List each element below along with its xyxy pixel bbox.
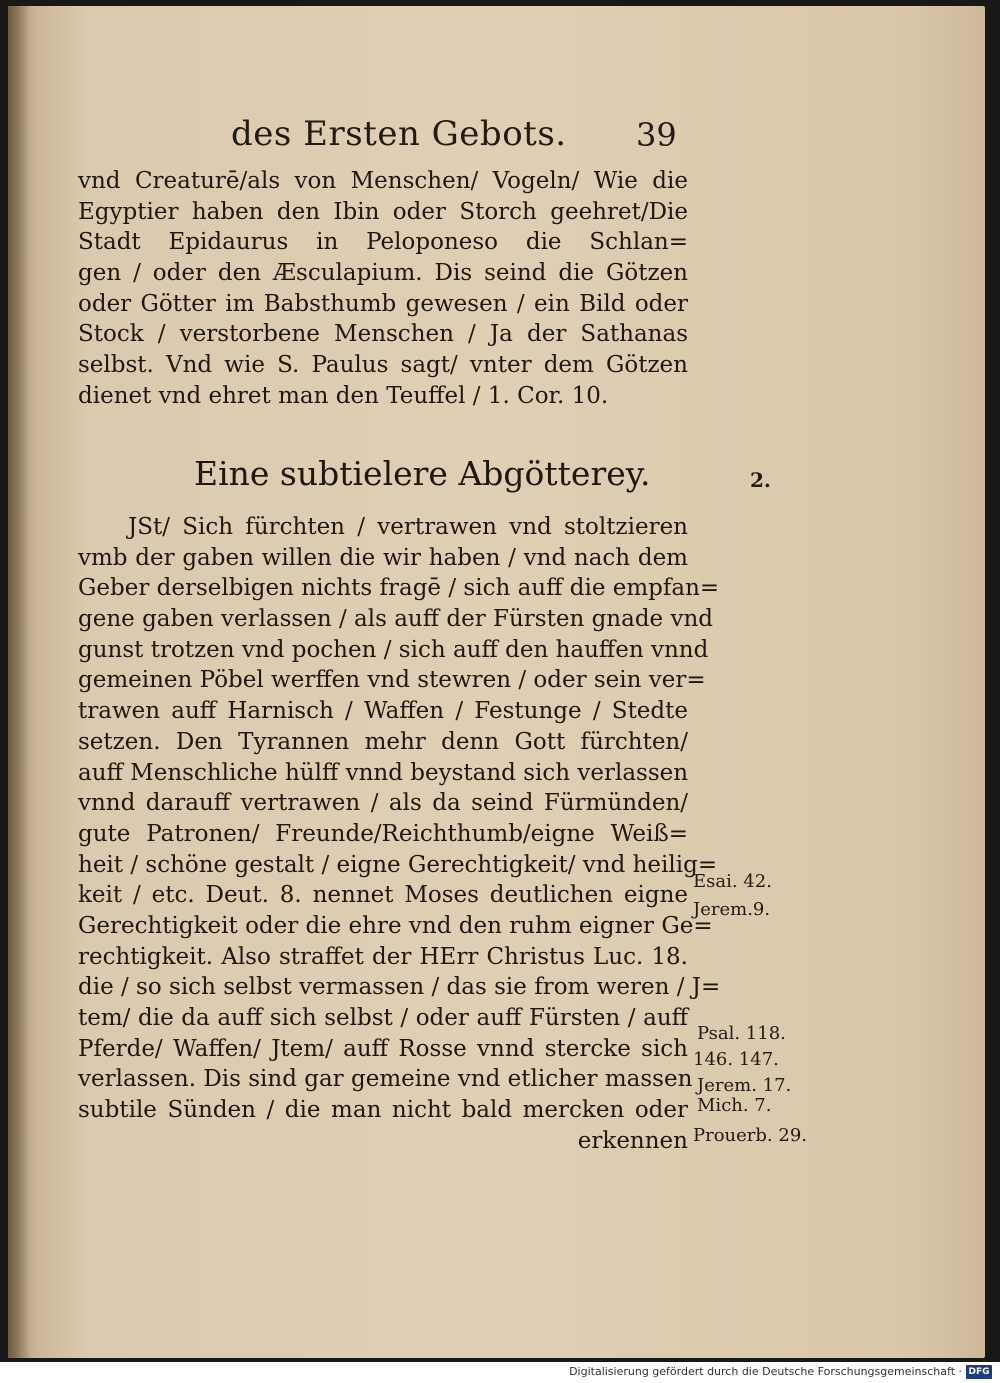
footer-bar xyxy=(0,1362,1000,1383)
text-line: die / so sich selbst vermassen / das sie from weren / J= xyxy=(78,974,721,1001)
funding-notice: Digitalisierung gefördert durch die Deutsche Forschungsgemeinschaft · xyxy=(569,1365,962,1378)
section-number: 2. xyxy=(750,468,771,492)
text-line: oder Götter im Babsthumb gewesen / ein Bild oder xyxy=(78,290,688,317)
text-line: Stock / verstorbene Menschen / Ja der Sathanas xyxy=(78,321,688,348)
text-line: gemeinen Pöbel werffen vnd stewren / oder sein ver= xyxy=(78,667,706,694)
text-line: auff Menschliche hülff vnnd beystand sich verlassen xyxy=(78,759,689,786)
text-line: Egyptier haben den Ibin oder Storch geehret/Die xyxy=(78,198,688,225)
text-line: JSt/ Sich fürchten / vertrawen vnd stoltzieren xyxy=(128,514,688,540)
text-line: erkennen xyxy=(577,1127,688,1154)
text-line: Geber derselbigen nichts fragē / sich auff die empfan= xyxy=(78,575,720,602)
text-line: setzen. Den Tyrannen mehr denn Gott fürchten/ xyxy=(78,728,688,755)
text-line: dienet vnd ehret man den Teuffel / 1. Cor. 10. xyxy=(78,382,609,409)
dfg-logo-icon: DFG xyxy=(966,1365,992,1379)
margin-note: Jerem.9. xyxy=(693,899,771,920)
text-line: Stadt Epidaurus in Peloponeso die Schlan= xyxy=(78,229,688,256)
margin-note: 146. 147. xyxy=(693,1049,779,1070)
book-page xyxy=(8,6,985,1358)
text-line: rechtigkeit. Also straffet der HErr Christus Luc. 18. xyxy=(78,943,688,970)
text-line: selbst. Vnd wie S. Paulus sagt/ vnter dem Götzen xyxy=(78,352,688,379)
section-heading: Eine subtielere Abgötterey. xyxy=(194,454,651,493)
running-title: des Ersten Gebots. xyxy=(231,114,567,154)
text-line: gunst trotzen vnd pochen / sich auff den hauffen vnnd xyxy=(78,636,709,663)
margin-note: Psal. 118. xyxy=(697,1023,786,1044)
text-line: keit / etc. Deut. 8. nennet Moses deutlichen eigne xyxy=(78,882,688,909)
text-line: trawen auff Harnisch / Waffen / Festunge / Stedte xyxy=(78,698,688,725)
text-line: gene gaben verlassen / als auff der Fürsten gnade vnd xyxy=(78,606,714,633)
text-line: vnnd darauff vertrawen / als da seind Fürmünden/ xyxy=(78,790,688,817)
text-line: gute Patronen/ Freunde/Reichthumb/eigne Weiß= xyxy=(78,820,688,847)
margin-note: Jerem. 17. xyxy=(697,1075,792,1096)
text-line: verlassen. Dis sind gar gemeine vnd etlicher massen xyxy=(78,1066,693,1093)
page-gutter-shadow xyxy=(8,6,30,1358)
margin-note: Prouerb. 29. xyxy=(693,1125,807,1146)
text-line: tem/ die da auff sich selbst / oder auff Fürsten / auff xyxy=(78,1005,688,1031)
text-line: subtile Sünden / die man nicht bald mercken oder xyxy=(78,1097,688,1124)
page-header xyxy=(8,114,985,162)
text-line: Gerechtigkeit oder die ehre vnd den ruhm eigner Ge= xyxy=(78,912,713,939)
page-number: 39 xyxy=(636,116,677,154)
paragraph-2 xyxy=(78,512,721,1156)
text-line: vnd Creaturē/als von Menschen/ Vogeln/ Wie die xyxy=(78,168,688,194)
text-line: Pferde/ Waffen/ Jtem/ auff Rosse vnnd stercke sich xyxy=(78,1035,688,1062)
margin-note: Mich. 7. xyxy=(697,1095,772,1116)
margin-note: Esai. 42. xyxy=(693,871,772,892)
text-line: gen / oder den Æsculapium. Dis seind die Götzen xyxy=(78,260,688,287)
text-line: vmb der gaben willen die wir haben / vnd nach dem xyxy=(78,544,688,571)
text-line: heit / schöne gestalt / eigne Gerechtigkeit/ vnd heilig= xyxy=(78,851,718,878)
paragraph-1 xyxy=(78,166,688,412)
